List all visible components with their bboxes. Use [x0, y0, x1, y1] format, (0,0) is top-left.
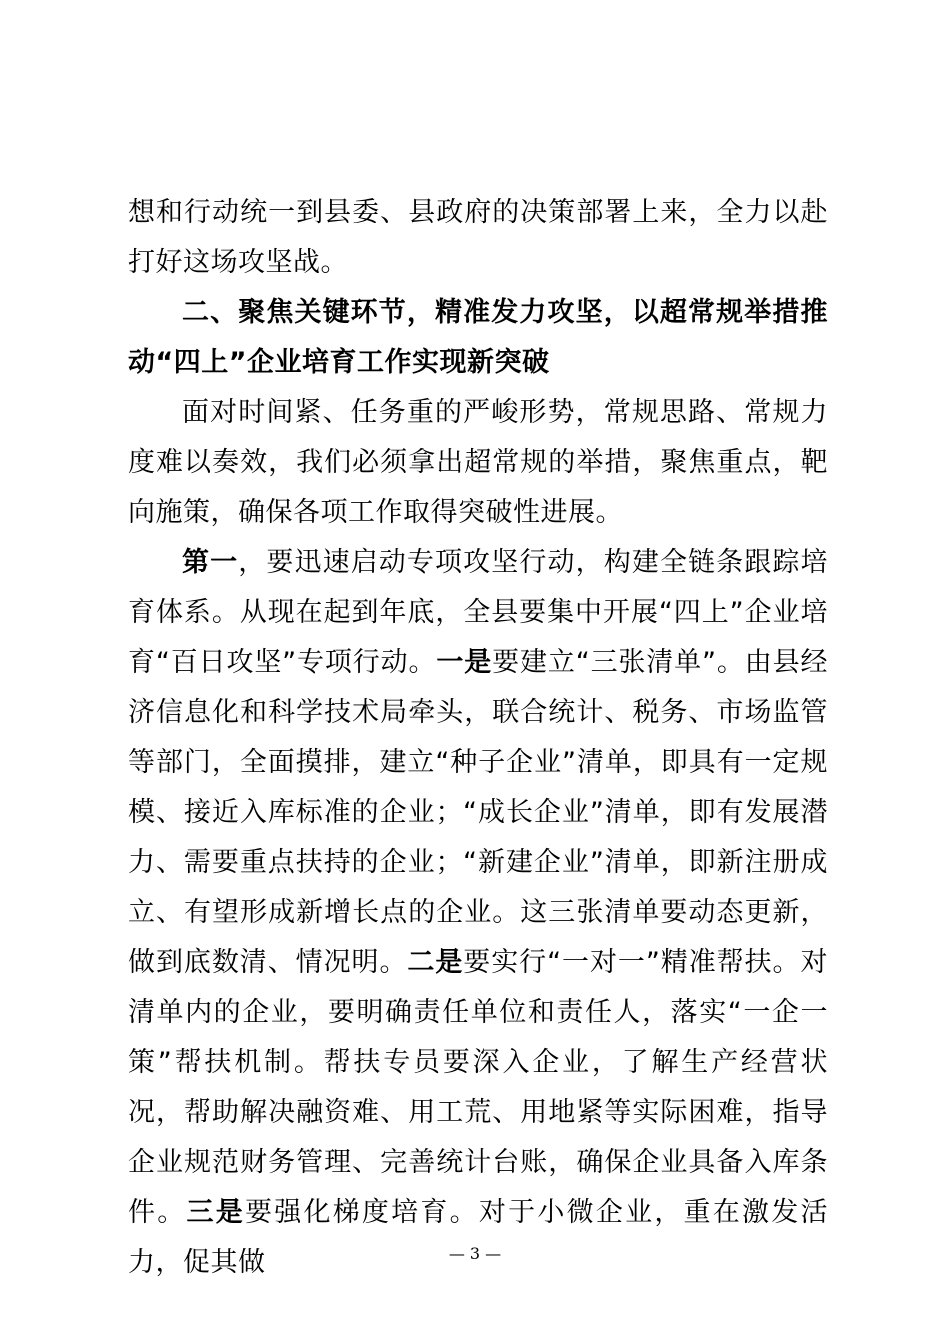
sentence-4: 要强化梯度培育。对于小微企业，重在激发活力，促其做: [128, 1197, 829, 1278]
keyword-1: 一是: [436, 647, 493, 678]
paragraph-continuation: 想和行动统一到县委、县政府的决策部署上来，全力以赴打好这场攻坚战。: [128, 197, 828, 278]
keyword-3: 三是: [186, 1197, 245, 1228]
sentence-1: ，要迅速启动专项攻坚行动，构建全链条跟踪培育体系。从现在起到年底，全县要集中开展“四上”企业培育“百日攻坚”专项行动。: [128, 547, 829, 678]
paragraph-first: [128, 538, 828, 1288]
document-body: [128, 188, 828, 1288]
sentence-2: 要建立“三张清单”。由县经济信息化和科学技术局牵头，联合统计、税务、市场监管等部门，全面摸排，建立“种子企业”清单，即具有一定规模、接近入库标准的企业；“成长企业”清单，即有发展潜力、需要重点扶持的企业；“新建企业”清单，即新注册成立、有望形成新增长点的企业。这三张清单要动态更新，做到底数清、情况明。: [128, 647, 828, 978]
sentence-3: 要实行“一对一”精准帮扶。对清单内的企业，要明确责任单位和责任人，落实“一企一策”帮扶机制。帮扶专员要深入企业，了解生产经营状况，帮助解决融资难、用工荒、用地紧等实际困难，指导企业规范财务管理、完善统计台账，确保企业具备入库条件。: [128, 947, 829, 1228]
paragraph-intro: 面对时间紧、任务重的严峻形势，常规思路、常规力度难以奏效，我们必须拿出超常规的举措，聚焦重点，靶向施策，确保各项工作取得突破性进展。: [128, 397, 828, 528]
section-heading: 二、聚焦关键环节，精准发力攻坚，以超常规举措推动“四上”企业培育工作实现新突破: [128, 297, 828, 378]
lead-keyword: 第一: [182, 547, 239, 578]
page-number: — 3 —: [448, 1244, 502, 1263]
keyword-2: 二是: [407, 947, 464, 978]
